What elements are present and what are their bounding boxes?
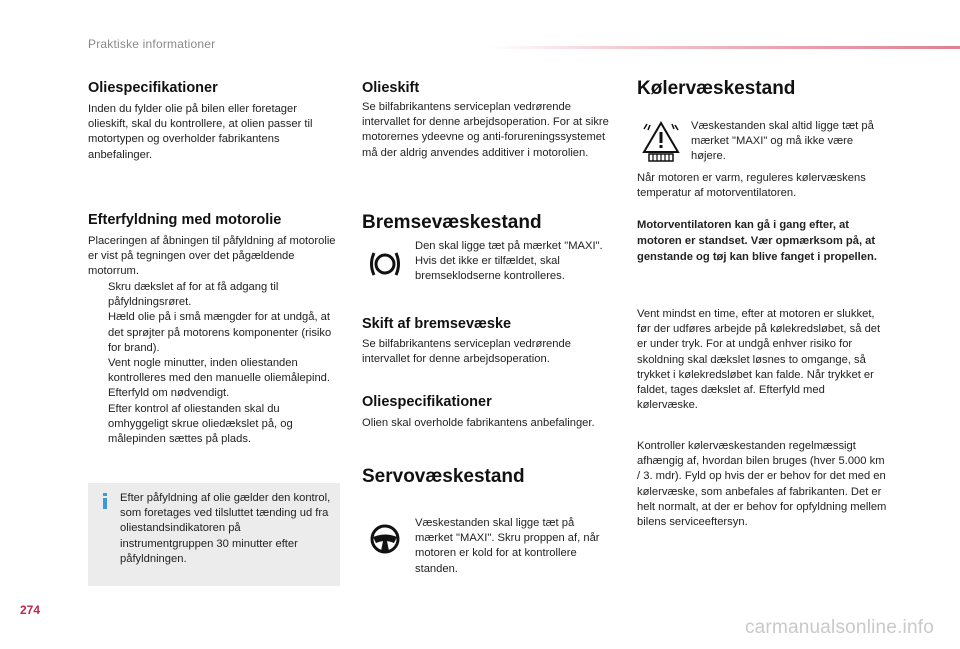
steering-wheel-icon bbox=[368, 523, 402, 555]
watermark: carmanualsonline.info bbox=[744, 617, 934, 638]
heading-olieskift: Olieskift bbox=[362, 80, 420, 96]
list-item: Hæld olie på i små mængder for at undgå, at det sprøjter på motorens komponenter (risiko for brand). bbox=[108, 311, 332, 354]
coolant-warning-icon bbox=[641, 120, 681, 162]
paragraph-oliespecifikationer-2: Olien skal overholde fabrikantens anbefalinger. bbox=[362, 417, 595, 429]
warning-text: Motorventilatoren kan gå i gang efter, at motoren er standset. Vær opmærksom på, at genstande og tøj kan blive fanget i propellen. bbox=[637, 219, 877, 263]
paragraph-servovaeskestand: Væskestanden skal ligge tæt på mærket "MAXI". Skru proppen af, når motoren er kold for at kontrollere standen. bbox=[415, 517, 600, 575]
paragraph-koelervaeske-2: Vent mindst en time, efter at motoren er slukket, før der udføres arbejde på kølekredsløbet, så det er under tryk. For at undgå enhver risiko for skoldning skal dækslet løsnes to omgange, så trykket i kølekredsløbet kan falde. Når trykket er faldet, tages dækslet af. Efterfyld med kølervæske. bbox=[637, 308, 881, 412]
heading-efterfyldning: Efterfyldning med motorolie bbox=[88, 212, 282, 228]
section-title: Praktiske informationer bbox=[88, 37, 216, 51]
heading-servovaeskestand: Servovæskestand bbox=[362, 466, 525, 487]
bullet-list-efterfyldning bbox=[88, 280, 340, 447]
paragraph-skift-bremsevaeske: Se bilfabrikantens serviceplan vedrørende intervallet for denne arbejdsoperation. bbox=[362, 338, 571, 366]
info-icon bbox=[100, 493, 110, 509]
paragraph-koelervaeske-1: Når motoren er varm, reguleres kølervæskens temperatur af motorventilatoren. bbox=[637, 172, 866, 200]
paragraph-bremsevaeskestand: Den skal ligge tæt på mærket "MAXI". Hvis det ikke er tilfældet, skal bremseklodserne kontrolleres. bbox=[415, 240, 603, 283]
brake-fluid-icon bbox=[368, 248, 402, 280]
heading-skift-bremsevaeske: Skift af bremsevæske bbox=[362, 316, 512, 332]
paragraph-olieskift: Se bilfabrikantens serviceplan vedrørende intervallet for denne arbejdsoperation. For at sikre motorernes ydeevne og anti-forureningssystemet må der aldrig anvendes additiver i motorolien. bbox=[362, 101, 609, 159]
paragraph-efterfyldning: Placeringen af åbningen til påfyldning af motorolie er vist på tegningen over det pågældende motorrum. bbox=[88, 235, 336, 278]
list-item: Efter kontrol af oliestanden skal du omhyggeligt skrue oliedækslet på, og målepinden sættes på plads. bbox=[108, 402, 293, 446]
heading-oliespecifikationer-2: Oliespecifikationer bbox=[362, 394, 492, 410]
list-item: Skru dækslet af for at få adgang til påfyldningsrøret. bbox=[108, 281, 279, 309]
heading-oliespecifikationer: Oliespecifikationer bbox=[88, 80, 218, 96]
heading-koelervaeskestand: Kølervæskestand bbox=[637, 78, 796, 99]
header-gradient-bar bbox=[490, 46, 960, 49]
list-item: Vent nogle minutter, inden oliestanden kontrolleres med den manuelle oliemålepind. bbox=[108, 357, 331, 385]
info-box bbox=[88, 483, 340, 586]
list-item: Efterfyld om nødvendigt. bbox=[108, 387, 230, 400]
paragraph-oliespecifikationer: Inden du fylder olie på bilen eller foretager olieskift, skal du kontrollere, at olien passer til motortypen og overholder fabrikantens anbefalinger. bbox=[88, 103, 313, 161]
page-number: 274 bbox=[20, 603, 41, 617]
paragraph-koelervaeske-icon: Væskestanden skal altid ligge tæt på mærket "MAXI" og må ikke være højere. bbox=[691, 120, 874, 163]
heading-bremsevaeskestand: Bremsevæskestand bbox=[362, 212, 542, 233]
paragraph-koelervaeske-3: Kontroller kølervæskestanden regelmæssigt afhængig af, hvordan bilen bruges (hver 5.000 km / 3. mdr). Fyld op hvis der er behov for det med en kølervæske, som anbefales af fabrikanten. Det er helt normalt, at der er behov for opfyldning mellem bilens serviceeftersyn. bbox=[637, 440, 887, 529]
info-text: Efter påfyldning af olie gælder den kontrol, som foretages ved tilsluttet tænding ud fra oliestandsindikatoren på instrumentgruppen 30 minutter efter påfyldningen. bbox=[120, 492, 331, 565]
